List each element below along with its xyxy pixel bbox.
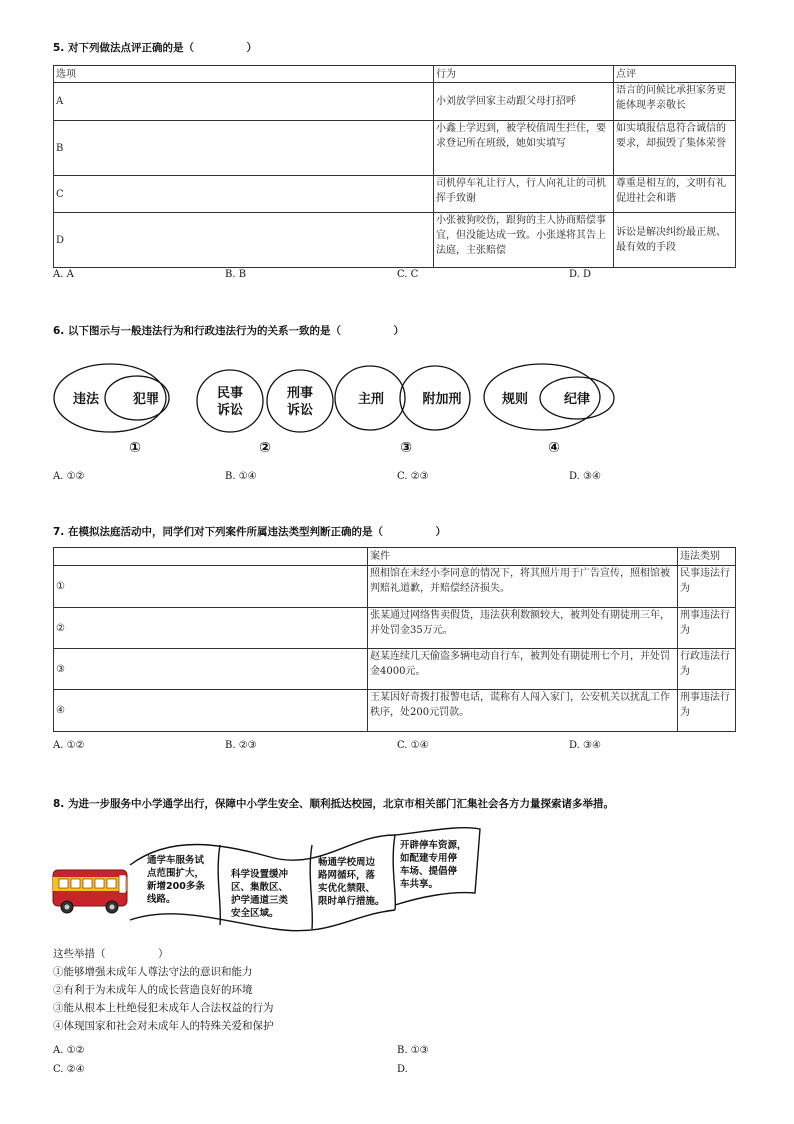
- q7-header-blank: [54, 548, 368, 566]
- q7-option-b[interactable]: B. ②③: [225, 740, 257, 751]
- q7-row-3: [54, 649, 736, 690]
- q8-item-1: ①能够增强未成年人尊法守法的意识和能力: [53, 966, 253, 978]
- diagram-2-right-label-2: 诉讼: [286, 403, 314, 418]
- q5-row-label: C: [54, 176, 434, 213]
- panel-1-line-2: 点范围扩大，: [147, 868, 205, 879]
- panel-3-line-2: 路网循环，落: [318, 870, 376, 881]
- panel-3-line-3: 实优化禁限、: [318, 883, 376, 894]
- q8-item-4: ④体现国家和社会对未成年人的特殊关爱和保护: [53, 1020, 274, 1032]
- panel-4-line-2: 如配建专用停: [400, 853, 458, 864]
- q8-option-b[interactable]: B. ①③: [397, 1045, 429, 1056]
- diagram-2-left-label-1: 民事: [216, 386, 244, 401]
- q7-option-d[interactable]: D. ③④: [569, 740, 601, 751]
- q7-row-case: 赵某连续几天偷盗多辆电动自行车，被判处有期徒刑七个月，并处罚金4000元。: [368, 649, 678, 690]
- diagram-3-left-label: 主刑: [357, 392, 385, 407]
- q6-option-b[interactable]: B. ①④: [225, 471, 257, 482]
- panel-2-line-1: 科学设置缓冲: [231, 869, 289, 880]
- q5-row-behavior: 小张被狗咬伤，跟狗的主人协商赔偿事宜，但没能达成一致。小张遂将其告上法庭，主张赔偿: [434, 213, 614, 268]
- q7-row-type: 民事违法行为: [678, 566, 736, 608]
- q7-row-type: 刑事违法行为: [678, 608, 736, 649]
- panel-1-line-3: 新增200多条: [147, 881, 205, 892]
- q5-row-comment: 诉讼是解决纠纷最正规、最有效的手段: [614, 213, 736, 268]
- diagram-2-right-label-1: 刑事: [286, 386, 314, 401]
- diagram-4-outer-label: 规则: [501, 392, 529, 407]
- q7-row-2: [54, 608, 736, 649]
- q5-option-b[interactable]: B. B: [225, 269, 247, 280]
- panel-1-line-4: 线路。: [147, 894, 176, 905]
- q5-header-option: 选项: [54, 66, 434, 83]
- q7-title: 7. 在模拟法庭活动中，同学们对下列案件所属违法类型判断正确的是（ ）: [53, 526, 446, 538]
- banner-divider-3: [393, 835, 395, 910]
- q7-header-row: [54, 548, 736, 566]
- q5-row-label: A: [54, 83, 434, 121]
- q5-row-label: D: [54, 213, 434, 268]
- q7-row-label: ④: [54, 690, 368, 732]
- q7-table: [53, 547, 736, 732]
- q8-option-d[interactable]: D.: [397, 1064, 408, 1075]
- panel-2-line-3: 护学通道三类: [231, 895, 289, 906]
- q5-option-a[interactable]: A. A: [53, 269, 74, 280]
- panel-4-line-1: 开辟停车资源，: [400, 840, 467, 851]
- diagram-2-left-circle: [197, 370, 263, 432]
- panel-4-line-3: 车场、提倡停: [400, 866, 458, 877]
- q5-table: [53, 65, 736, 268]
- diagram-1-inner-label: 犯罪: [132, 392, 160, 407]
- q5-row-comment: 尊重是相互的，文明有礼促进社会和谐: [614, 176, 736, 213]
- panel-3-line-1: 畅通学校周边: [318, 857, 376, 868]
- q8-title: 8. 为进一步服务中小学通学出行，保障中小学生安全、顺利抵达校园，北京市相关部门汇集社会各方力量探索诸多举措。: [53, 798, 614, 810]
- q7-row-type: 刑事违法行为: [678, 690, 736, 732]
- q8-illustration: [50, 825, 490, 937]
- q5-row-d: [54, 213, 736, 268]
- q8-option-a[interactable]: A. ①②: [53, 1045, 85, 1056]
- q8-item-2: ②有利于为未成年人的成长营造良好的环境: [53, 984, 253, 996]
- q7-option-a[interactable]: A. ①②: [53, 740, 85, 751]
- panel-1-line-1: 通学车服务试: [147, 855, 205, 866]
- banner-divider-1: [218, 845, 220, 925]
- q5-option-d[interactable]: D. D: [569, 269, 592, 280]
- bus-icon: [53, 870, 127, 913]
- q5-row-comment: 语言的问候比承担家务更能体现孝亲敬长: [614, 83, 736, 121]
- panel-4-line-4: 车共享。: [400, 879, 439, 890]
- diagram-1-number: ①: [129, 440, 141, 456]
- panel-3-line-4: 限时单行措施。: [318, 896, 385, 907]
- q5-row-a: [54, 83, 736, 121]
- panel-2-line-2: 区、集散区、: [231, 882, 289, 893]
- q7-row-label: ②: [54, 608, 368, 649]
- q5-row-behavior: 小刘放学回家主动跟父母打招呼: [434, 83, 614, 121]
- panel-2-line-4: 安全区域。: [231, 908, 279, 919]
- q7-row-type: 行政违法行为: [678, 649, 736, 690]
- q7-row-label: ①: [54, 566, 368, 608]
- q5-title: 5. 对下列做法点评正确的是（ ）: [53, 42, 257, 54]
- diagram-2-number: ②: [259, 440, 271, 456]
- q6-title: 6. 以下图示与一般违法行为和行政违法行为的关系一致的是（ ）: [53, 325, 404, 337]
- q7-row-4: [54, 690, 736, 732]
- q6-option-a[interactable]: A. ①②: [53, 471, 85, 482]
- diagram-2-right-circle: [267, 370, 333, 432]
- q6-option-d[interactable]: D. ③④: [569, 471, 601, 482]
- q8-stem: 这些举措（ ）: [53, 948, 169, 960]
- q5-row-b: [54, 121, 736, 176]
- q5-row-behavior: 小鑫上学迟到，被学校值周生拦住，要求登记所在班级，她如实填写: [434, 121, 614, 176]
- q7-header-case: 案件: [368, 548, 678, 566]
- diagram-4-number: ④: [548, 440, 560, 456]
- q5-row-label: B: [54, 121, 434, 176]
- q5-header-behavior: 行为: [434, 66, 614, 83]
- q5-option-c[interactable]: C. C: [397, 269, 419, 280]
- q5-header-row: [54, 66, 736, 83]
- q7-row-case: 王某因好奇拨打报警电话，谎称有人闯入家门，公安机关以扰乱工作秩序，处200元罚款。: [368, 690, 678, 732]
- q5-row-comment: 如实填报信息符合诚信的要求，却损毁了集体荣誉: [614, 121, 736, 176]
- q7-row-1: [54, 566, 736, 608]
- q8-option-c[interactable]: C. ②④: [53, 1064, 85, 1075]
- q5-row-behavior: 司机停车礼让行人，行人向礼让的司机挥手致谢: [434, 176, 614, 213]
- q7-row-case: 张某通过网络售卖假货，违法获利数额较大，被判处有期徒刑三年，并处罚金35万元。: [368, 608, 678, 649]
- diagram-2-left-label-2: 诉讼: [216, 403, 244, 418]
- q7-row-case: 照相馆在未经小李同意的情况下，将其照片用于广告宣传，照相馆被判赔礼道歉，并赔偿经济损失。: [368, 566, 678, 608]
- diagram-3-right-label: 附加刑: [422, 392, 462, 407]
- q6-diagrams: [50, 360, 630, 460]
- q7-option-c[interactable]: C. ①④: [397, 740, 429, 751]
- q5-row-c: [54, 176, 736, 213]
- q6-option-c[interactable]: C. ②③: [397, 471, 429, 482]
- diagram-3-number: ③: [400, 440, 412, 456]
- q7-header-type: 违法类别: [678, 548, 736, 566]
- diagram-4-inner-label: 纪律: [563, 392, 591, 407]
- q8-item-3: ③能从根本上杜绝侵犯未成年人合法权益的行为: [53, 1002, 274, 1014]
- q5-header-comment: 点评: [614, 66, 736, 83]
- diagram-1-outer-label: 违法: [72, 392, 100, 407]
- q7-row-label: ③: [54, 649, 368, 690]
